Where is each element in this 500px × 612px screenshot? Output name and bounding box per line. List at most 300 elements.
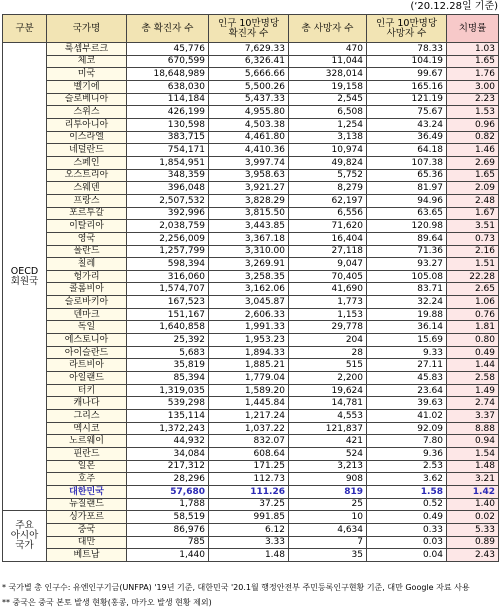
total-cases: 1,372,243 — [127, 422, 209, 435]
cases-per-100k: 3,269.91 — [209, 258, 289, 271]
total-deaths: 10,974 — [289, 144, 367, 157]
table-row — [3, 321, 499, 334]
table-row — [3, 258, 499, 271]
total-cases: 35,819 — [127, 359, 209, 372]
country-name: 스페인 — [47, 156, 127, 169]
deaths-per-100k: 15.69 — [367, 334, 447, 347]
cases-per-100k: 3,367.18 — [209, 232, 289, 245]
fatality-rate: 3.37 — [447, 410, 499, 423]
total-cases: 2,038,759 — [127, 220, 209, 233]
table-row — [3, 511, 499, 524]
total-deaths: 8,279 — [289, 182, 367, 195]
country-name: 독일 — [47, 321, 127, 334]
total-deaths: 14,781 — [289, 397, 367, 410]
country-name: 호주 — [47, 473, 127, 486]
total-deaths: 27,118 — [289, 245, 367, 258]
header-deaths-per-100k — [367, 15, 447, 43]
total-deaths: 1,773 — [289, 296, 367, 309]
asia-group-label-line: 국가 — [15, 540, 34, 552]
total-cases: 1,788 — [127, 498, 209, 511]
total-deaths: 7 — [289, 536, 367, 549]
country-name: 헝가리 — [47, 270, 127, 283]
total-cases: 1,574,707 — [127, 283, 209, 296]
country-name: 라트비아 — [47, 359, 127, 372]
total-cases: 392,996 — [127, 207, 209, 220]
table-row — [3, 384, 499, 397]
fatality-rate: 1.54 — [447, 448, 499, 461]
deaths-per-100k: 0.03 — [367, 536, 447, 549]
deaths-per-100k: 1.58 — [367, 485, 447, 498]
deaths-per-100k: 19.88 — [367, 308, 447, 321]
cases-per-100k: 5,500.26 — [209, 80, 289, 93]
cases-per-100k: 3,997.74 — [209, 156, 289, 169]
table-row — [3, 220, 499, 233]
total-deaths: 421 — [289, 435, 367, 448]
covid-stats-table — [2, 14, 499, 562]
fatality-rate: 0.80 — [447, 334, 499, 347]
country-name: 대만 — [47, 536, 127, 549]
footnotes — [2, 580, 498, 610]
cases-per-100k: 832.07 — [209, 435, 289, 448]
cases-per-100k: 37.25 — [209, 498, 289, 511]
cases-per-100k: 991.85 — [209, 511, 289, 524]
table-row — [3, 182, 499, 195]
country-name: 프랑스 — [47, 194, 127, 207]
total-cases: 25,392 — [127, 334, 209, 347]
table-row — [3, 156, 499, 169]
total-deaths: 35 — [289, 549, 367, 562]
table-row — [3, 80, 499, 93]
deaths-per-100k: 81.97 — [367, 182, 447, 195]
fatality-rate: 1.06 — [447, 296, 499, 309]
deaths-per-100k: 75.67 — [367, 106, 447, 119]
country-name: 오스트리아 — [47, 169, 127, 182]
header-fatality: 치명률 — [447, 15, 499, 43]
total-deaths: 29,778 — [289, 321, 367, 334]
total-cases: 1,257,799 — [127, 245, 209, 258]
cases-per-100k: 1,589.20 — [209, 384, 289, 397]
fatality-rate: 22.28 — [447, 270, 499, 283]
cases-per-100k: 6,326.41 — [209, 55, 289, 68]
cases-per-100k: 3,921.27 — [209, 182, 289, 195]
fatality-rate: 1.42 — [447, 485, 499, 498]
deaths-per-100k: 78.33 — [367, 43, 447, 56]
cases-per-100k: 111.26 — [209, 485, 289, 498]
total-cases: 1,854,951 — [127, 156, 209, 169]
cases-per-100k: 1,894.33 — [209, 346, 289, 359]
cases-per-100k: 7,629.33 — [209, 43, 289, 56]
deaths-per-100k: 89.64 — [367, 232, 447, 245]
total-deaths: 1,153 — [289, 308, 367, 321]
total-cases: 44,932 — [127, 435, 209, 448]
deaths-per-100k: 45.83 — [367, 372, 447, 385]
table-row — [3, 422, 499, 435]
cases-per-100k: 4,503.38 — [209, 118, 289, 131]
total-cases: 348,359 — [127, 169, 209, 182]
header-country: 국가명 — [47, 15, 127, 43]
deaths-per-100k: 65.36 — [367, 169, 447, 182]
total-cases: 167,523 — [127, 296, 209, 309]
deaths-per-100k: 121.19 — [367, 93, 447, 106]
total-cases: 785 — [127, 536, 209, 549]
total-cases: 130,598 — [127, 118, 209, 131]
fatality-rate: 0.94 — [447, 435, 499, 448]
table-row — [3, 194, 499, 207]
header-deaths-per-100k-line2: 사망자 수 — [386, 27, 427, 39]
total-cases: 539,298 — [127, 397, 209, 410]
table-row — [3, 460, 499, 473]
total-cases: 1,319,035 — [127, 384, 209, 397]
header-group: 구분 — [3, 15, 47, 43]
table-row — [3, 498, 499, 511]
table-row — [3, 549, 499, 562]
total-deaths: 470 — [289, 43, 367, 56]
country-name: 스웨덴 — [47, 182, 127, 195]
deaths-per-100k: 94.96 — [367, 194, 447, 207]
deaths-per-100k: 2.53 — [367, 460, 447, 473]
fatality-rate: 1.46 — [447, 144, 499, 157]
table-row — [3, 397, 499, 410]
country-name: 이스라엘 — [47, 131, 127, 144]
table-row — [3, 308, 499, 321]
total-cases: 316,060 — [127, 270, 209, 283]
total-cases: 217,312 — [127, 460, 209, 473]
table-row — [3, 283, 499, 296]
cases-per-100k: 3,310.00 — [209, 245, 289, 258]
total-cases: 114,184 — [127, 93, 209, 106]
table-row — [3, 536, 499, 549]
cases-per-100k: 3,828.29 — [209, 194, 289, 207]
date-note: (‘20.12.28일 기준) — [410, 1, 498, 12]
fatality-rate: 2.74 — [447, 397, 499, 410]
table-row — [3, 410, 499, 423]
total-deaths: 328,014 — [289, 68, 367, 81]
total-cases: 2,507,532 — [127, 194, 209, 207]
table-row — [3, 144, 499, 157]
deaths-per-100k: 43.24 — [367, 118, 447, 131]
country-name: 폴란드 — [47, 245, 127, 258]
deaths-per-100k: 41.02 — [367, 410, 447, 423]
total-deaths: 908 — [289, 473, 367, 486]
fatality-rate: 2.65 — [447, 283, 499, 296]
table-row — [3, 448, 499, 461]
cases-per-100k: 3.33 — [209, 536, 289, 549]
fatality-rate: 1.65 — [447, 169, 499, 182]
total-deaths: 2,545 — [289, 93, 367, 106]
country-name: 핀란드 — [47, 448, 127, 461]
country-name: 미국 — [47, 68, 127, 81]
total-cases: 151,167 — [127, 308, 209, 321]
footnote-population: * 국가별 총 인구수: 유엔인구기금(UNFPA) '19년 기준, 대한민국 '20.1월 행정안전부 주민등록인구현황 기준, 대만 Google 자료 사용 — [2, 583, 470, 592]
fatality-rate: 8.88 — [447, 422, 499, 435]
cases-per-100k: 1,953.23 — [209, 334, 289, 347]
country-name: 벨기에 — [47, 80, 127, 93]
fatality-rate: 1.81 — [447, 321, 499, 334]
cases-per-100k: 1,217.24 — [209, 410, 289, 423]
fatality-rate: 0.89 — [447, 536, 499, 549]
cases-per-100k: 608.64 — [209, 448, 289, 461]
header-cases-per-100k — [209, 15, 289, 43]
total-deaths: 204 — [289, 334, 367, 347]
cases-per-100k: 1,885.21 — [209, 359, 289, 372]
total-deaths: 5,752 — [289, 169, 367, 182]
deaths-per-100k: 0.04 — [367, 549, 447, 562]
total-cases: 670,599 — [127, 55, 209, 68]
header-row — [3, 15, 499, 43]
country-name: 에스토니아 — [47, 334, 127, 347]
total-deaths: 4,553 — [289, 410, 367, 423]
country-name: 터키 — [47, 384, 127, 397]
deaths-per-100k: 64.18 — [367, 144, 447, 157]
cases-per-100k: 171.25 — [209, 460, 289, 473]
total-cases: 754,171 — [127, 144, 209, 157]
total-deaths: 6,556 — [289, 207, 367, 220]
total-cases: 58,519 — [127, 511, 209, 524]
deaths-per-100k: 165.16 — [367, 80, 447, 93]
table-row — [3, 334, 499, 347]
country-name: 네덜란드 — [47, 144, 127, 157]
total-cases: 383,715 — [127, 131, 209, 144]
total-deaths: 71,620 — [289, 220, 367, 233]
cases-per-100k: 6.12 — [209, 523, 289, 536]
fatality-rate: 0.96 — [447, 118, 499, 131]
deaths-per-100k: 0.52 — [367, 498, 447, 511]
deaths-per-100k: 9.33 — [367, 346, 447, 359]
table-row — [3, 55, 499, 68]
country-name: 아이슬란드 — [47, 346, 127, 359]
total-deaths: 3,138 — [289, 131, 367, 144]
cases-per-100k: 3,045.87 — [209, 296, 289, 309]
fatality-rate: 0.02 — [447, 511, 499, 524]
cases-per-100k: 3,815.50 — [209, 207, 289, 220]
table-row — [3, 68, 499, 81]
country-name: 캐나다 — [47, 397, 127, 410]
deaths-per-100k: 83.71 — [367, 283, 447, 296]
total-cases: 18,648,989 — [127, 68, 209, 81]
table-row — [3, 207, 499, 220]
total-deaths: 11,044 — [289, 55, 367, 68]
table-row — [3, 131, 499, 144]
total-deaths: 19,624 — [289, 384, 367, 397]
country-name: 슬로베니아 — [47, 93, 127, 106]
deaths-per-100k: 32.24 — [367, 296, 447, 309]
total-deaths: 2,200 — [289, 372, 367, 385]
country-name: 덴마크 — [47, 308, 127, 321]
fatality-rate: 0.73 — [447, 232, 499, 245]
header-deaths: 총 사망자 수 — [289, 15, 367, 43]
cases-per-100k: 5,437.33 — [209, 93, 289, 106]
table-row — [3, 296, 499, 309]
country-name: 일본 — [47, 460, 127, 473]
total-cases: 86,976 — [127, 523, 209, 536]
fatality-rate: 2.43 — [447, 549, 499, 562]
table-row — [3, 118, 499, 131]
total-cases: 45,776 — [127, 43, 209, 56]
total-deaths: 524 — [289, 448, 367, 461]
total-deaths: 10 — [289, 511, 367, 524]
table-row — [3, 232, 499, 245]
cases-per-100k: 4,461.80 — [209, 131, 289, 144]
header-cases-per-100k-line2: 확진자 수 — [228, 27, 269, 39]
deaths-per-100k: 0.49 — [367, 511, 447, 524]
cases-per-100k: 112.73 — [209, 473, 289, 486]
country-name: 칠레 — [47, 258, 127, 271]
total-cases: 598,394 — [127, 258, 209, 271]
country-name: 콜롬비아 — [47, 283, 127, 296]
table-row — [3, 473, 499, 486]
table-row — [3, 43, 499, 56]
fatality-rate: 5.33 — [447, 523, 499, 536]
deaths-per-100k: 63.65 — [367, 207, 447, 220]
asia-group-label-line: 주요 — [15, 520, 34, 532]
total-deaths: 819 — [289, 485, 367, 498]
table-row — [3, 270, 499, 283]
deaths-per-100k: 92.09 — [367, 422, 447, 435]
table-body — [3, 43, 499, 562]
table-row — [3, 359, 499, 372]
cases-per-100k: 3,958.63 — [209, 169, 289, 182]
country-name: 스위스 — [47, 106, 127, 119]
total-cases: 638,030 — [127, 80, 209, 93]
fatality-rate: 1.67 — [447, 207, 499, 220]
fatality-rate: 1.49 — [447, 384, 499, 397]
table-row — [3, 93, 499, 106]
total-deaths: 62,197 — [289, 194, 367, 207]
deaths-per-100k: 27.11 — [367, 359, 447, 372]
total-cases: 1,440 — [127, 549, 209, 562]
deaths-per-100k: 36.49 — [367, 131, 447, 144]
total-deaths: 6,508 — [289, 106, 367, 119]
total-deaths: 3,213 — [289, 460, 367, 473]
total-deaths: 1,254 — [289, 118, 367, 131]
deaths-per-100k: 107.38 — [367, 156, 447, 169]
country-name: 영국 — [47, 232, 127, 245]
table-row — [3, 169, 499, 182]
country-name: 싱가포르 — [47, 511, 127, 524]
table-row — [3, 346, 499, 359]
table-row — [3, 372, 499, 385]
total-cases: 426,199 — [127, 106, 209, 119]
header-deaths-per-100k-line1: 인구 10만명당 — [376, 17, 437, 29]
total-deaths: 70,405 — [289, 270, 367, 283]
table-row — [3, 245, 499, 258]
total-deaths: 9,047 — [289, 258, 367, 271]
table-row — [3, 485, 499, 498]
total-deaths: 121,837 — [289, 422, 367, 435]
fatality-rate: 2.23 — [447, 93, 499, 106]
deaths-per-100k: 39.63 — [367, 397, 447, 410]
header-cases: 총 확진자 수 — [127, 15, 209, 43]
cases-per-100k: 1,037.22 — [209, 422, 289, 435]
country-name: 중국 — [47, 523, 127, 536]
deaths-per-100k: 3.62 — [367, 473, 447, 486]
total-deaths: 41,690 — [289, 283, 367, 296]
total-deaths: 16,404 — [289, 232, 367, 245]
country-name: 베트남 — [47, 549, 127, 562]
fatality-rate: 2.48 — [447, 194, 499, 207]
total-cases: 28,296 — [127, 473, 209, 486]
fatality-rate: 3.51 — [447, 220, 499, 233]
deaths-per-100k: 9.36 — [367, 448, 447, 461]
deaths-per-100k: 120.98 — [367, 220, 447, 233]
total-cases: 5,683 — [127, 346, 209, 359]
cases-per-100k: 3,162.06 — [209, 283, 289, 296]
asia-group-label-line: 아시아 — [10, 530, 39, 542]
fatality-rate: 2.58 — [447, 372, 499, 385]
total-deaths: 4,634 — [289, 523, 367, 536]
deaths-per-100k: 7.80 — [367, 435, 447, 448]
oecd-group-label-line: 회원국 — [10, 275, 39, 287]
deaths-per-100k: 0.33 — [367, 523, 447, 536]
total-deaths: 28 — [289, 346, 367, 359]
cases-per-100k: 1,779.04 — [209, 372, 289, 385]
country-name: 노르웨이 — [47, 435, 127, 448]
country-name: 멕시코 — [47, 422, 127, 435]
total-cases: 1,640,858 — [127, 321, 209, 334]
deaths-per-100k: 105.08 — [367, 270, 447, 283]
fatality-rate: 0.76 — [447, 308, 499, 321]
fatality-rate: 0.49 — [447, 346, 499, 359]
fatality-rate: 3.00 — [447, 80, 499, 93]
oecd-group-label-line: OECD — [10, 265, 39, 277]
country-name: 아일랜드 — [47, 372, 127, 385]
fatality-rate: 1.51 — [447, 258, 499, 271]
cases-per-100k: 4,410.36 — [209, 144, 289, 157]
cases-per-100k: 3,258.35 — [209, 270, 289, 283]
deaths-per-100k: 104.19 — [367, 55, 447, 68]
fatality-rate: 1.53 — [447, 106, 499, 119]
deaths-per-100k: 71.36 — [367, 245, 447, 258]
asia-group-label — [3, 511, 47, 562]
fatality-rate: 0.82 — [447, 131, 499, 144]
fatality-rate: 1.65 — [447, 55, 499, 68]
deaths-per-100k: 23.64 — [367, 384, 447, 397]
total-cases: 396,048 — [127, 182, 209, 195]
total-cases: 135,114 — [127, 410, 209, 423]
oecd-group-label — [3, 43, 47, 511]
country-name: 뉴질랜드 — [47, 498, 127, 511]
total-deaths: 515 — [289, 359, 367, 372]
total-cases: 57,680 — [127, 485, 209, 498]
country-name: 리투아니아 — [47, 118, 127, 131]
cases-per-100k: 1,991.33 — [209, 321, 289, 334]
fatality-rate: 1.03 — [447, 43, 499, 56]
fatality-rate: 1.76 — [447, 68, 499, 81]
country-name: 슬로바키아 — [47, 296, 127, 309]
fatality-rate: 3.21 — [447, 473, 499, 486]
total-cases: 85,394 — [127, 372, 209, 385]
fatality-rate: 2.16 — [447, 245, 499, 258]
footnote-china: ** 중국은 중국 본토 발생 현황(홍콩, 마카오 발생 현황 제외) — [2, 598, 212, 607]
country-name: 이탈리아 — [47, 220, 127, 233]
total-cases: 2,256,009 — [127, 232, 209, 245]
cases-per-100k: 4,955.80 — [209, 106, 289, 119]
fatality-rate: 2.09 — [447, 182, 499, 195]
cases-per-100k: 2,606.33 — [209, 308, 289, 321]
cases-per-100k: 5,666.66 — [209, 68, 289, 81]
header-cases-per-100k-line1: 인구 10만명당 — [218, 17, 279, 29]
cases-per-100k: 1,445.84 — [209, 397, 289, 410]
deaths-per-100k: 93.27 — [367, 258, 447, 271]
country-name: 그리스 — [47, 410, 127, 423]
fatality-rate: 1.48 — [447, 460, 499, 473]
country-name: 룩셈부르크 — [47, 43, 127, 56]
cases-per-100k: 1.48 — [209, 549, 289, 562]
fatality-rate: 1.40 — [447, 498, 499, 511]
table-row — [3, 435, 499, 448]
total-deaths: 19,158 — [289, 80, 367, 93]
total-deaths: 49,824 — [289, 156, 367, 169]
